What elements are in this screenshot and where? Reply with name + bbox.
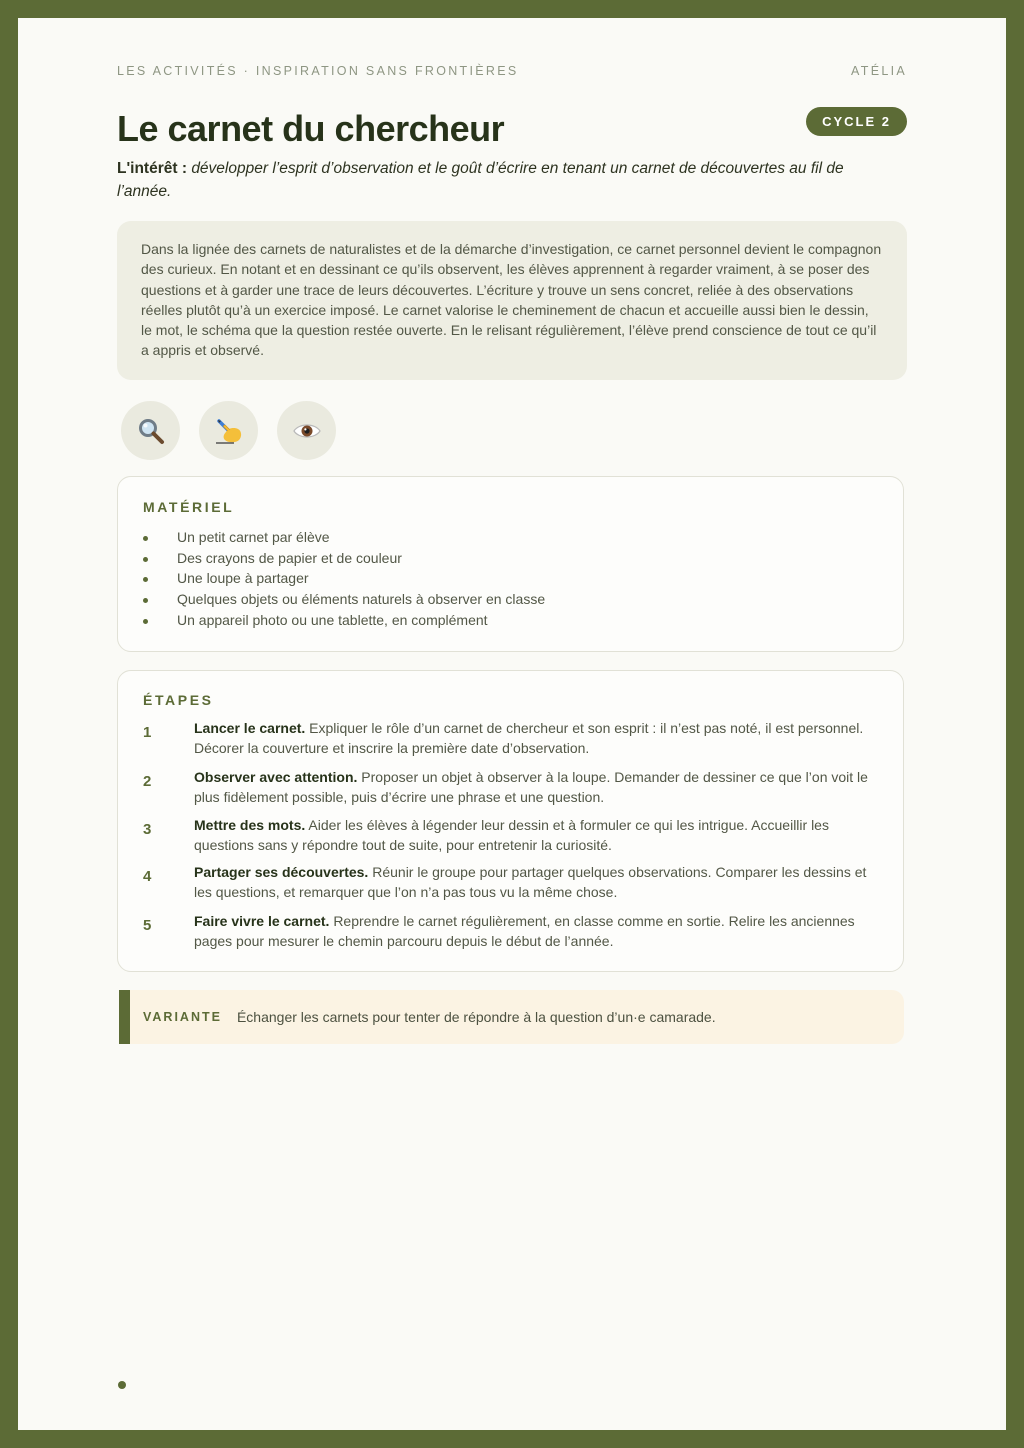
bullet-icon [143, 557, 148, 562]
list-item [143, 589, 545, 610]
materiel-card [117, 476, 904, 652]
list-item-text: Une loupe à partager [177, 570, 309, 587]
step-title: Mettre des mots. [194, 817, 306, 833]
section-label: LES ACTIVITÉS · INSPIRATION SANS FRONTIÈRES [117, 64, 519, 78]
bullet-icon [143, 577, 148, 582]
bullet-icon [143, 536, 148, 541]
step-number: 1 [143, 724, 152, 741]
list-item [143, 568, 545, 589]
eye-icon [277, 401, 336, 460]
page [18, 18, 1006, 1430]
intro-text: Dans la lignée des carnets de naturalistes et de la démarche d’investigation, ce carnet personnel devient le compagnon des curieux. En notant et en dessinant ce qu’ils observent, les élèves apprennent à regarder vraiment, à se poser des questions et à garder une trace de leurs découvertes. L’écriture y trouve un sens concret, reliée à des observations réelles plutôt qu’à un exercice imposé. Le carnet valorise le cheminement de chacun et accueille aussi bien le dessin, le mot, le schéma que la question restée ouverte. En le relisant régulièrement, l’élève prend conscience de tout ce qu’il a appris et observé. [117, 221, 907, 380]
page-title: Le carnet du chercheur [117, 108, 505, 149]
step-title: Faire vivre le carnet. [194, 913, 330, 929]
etapes-card [117, 670, 904, 972]
list-item [143, 527, 545, 548]
step-text: Reprendre le carnet régulièrement, en classe comme en sortie. Relire les anciennes pages pour mesurer le chemin parcouru depuis le début de l’année. [194, 913, 855, 949]
step-title: Lancer le carnet. [194, 720, 306, 736]
step-text: Proposer un objet à observer à la loupe. Demander de dessiner ce que l’on voit le plus fidèlement possible, puis d’écrire une phrase et une question. [194, 769, 868, 805]
bullet-icon [143, 598, 148, 603]
footer-dot [118, 1381, 126, 1389]
list-item [143, 610, 545, 631]
list-item [143, 548, 545, 569]
step-number: 3 [143, 821, 152, 838]
step-item [143, 719, 878, 758]
list-item-text: Quelques objets ou éléments naturels à observer en classe [177, 591, 546, 608]
list-item-text: Un appareil photo ou une tablette, en complément [177, 611, 488, 628]
list-item-text: Un petit carnet par élève [177, 529, 330, 545]
subtitle [117, 157, 877, 203]
step-item [143, 816, 878, 855]
cycle-badge: CYCLE 2 [806, 107, 907, 136]
materiel-list [143, 527, 545, 630]
step-item [143, 863, 878, 902]
writing-hand-icon [199, 401, 258, 460]
step-title: Partager ses découvertes. [194, 864, 369, 880]
variante-text: Échanger les carnets pour tenter de répondre à la question d’un·e camarade. [236, 1009, 716, 1025]
magnifying-glass-icon [121, 401, 180, 460]
page-header [117, 64, 907, 78]
step-item [143, 768, 878, 807]
step-number: 4 [143, 868, 152, 885]
variante-label: VARIANTE [143, 1010, 222, 1024]
step-number: 2 [143, 773, 152, 790]
brand-label: ATÉLIA [851, 64, 907, 78]
step-title: Observer avec attention. [194, 769, 358, 785]
step-text: Réunir le groupe pour partager quelques observations. Comparer les dessins et les questions, et remarquer que l’on n’a pas tous vu la même chose. [194, 864, 867, 900]
list-item-text: Des crayons de papier et de couleur [177, 549, 402, 566]
icon-row [121, 401, 336, 460]
bullet-icon [143, 619, 148, 624]
step-text: Expliquer le rôle d’un carnet de chercheur et son esprit : il n’est pas noté, il est personnel. Décorer la couverture et inscrire la première date d’observation. [194, 720, 864, 756]
step-item [143, 912, 878, 951]
subtitle-label: L'intérêt : [117, 160, 187, 177]
variante-callout [119, 990, 904, 1044]
etapes-heading: ÉTAPES [143, 692, 214, 708]
step-text: Aider les élèves à légender leur dessin et à formuler ce qui les intrigue. Accueillir les questions sans y répondre tout de suite, pour entretenir la curiosité. [194, 817, 829, 853]
materiel-heading: MATÉRIEL [143, 499, 235, 515]
subtitle-text: développer l’esprit d’observation et le goût d’écrire en tenant un carnet de découvertes au fil de l’année. [117, 160, 844, 200]
step-number: 5 [143, 917, 152, 934]
